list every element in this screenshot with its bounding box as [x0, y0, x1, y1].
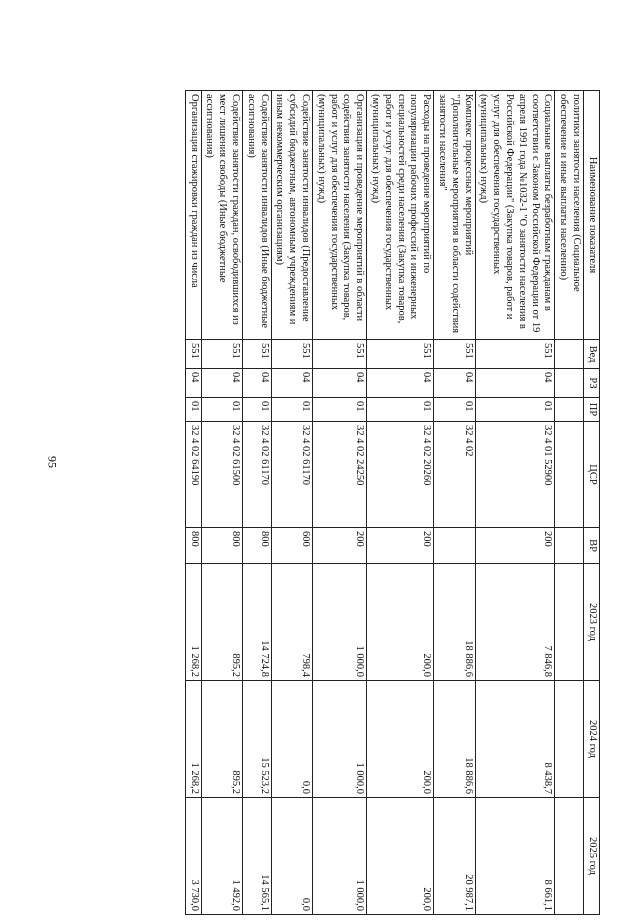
cell-2023: 895,2	[201, 564, 242, 681]
cell-2023	[555, 564, 584, 681]
cell-rz: 04	[475, 369, 555, 398]
table-row	[313, 91, 367, 915]
table-row	[475, 91, 555, 915]
header-row	[584, 91, 600, 915]
cell-name: Комплекс процессных мероприятий "Дополнительные мероприятия в области содействия занятости населения"	[434, 91, 475, 340]
cell-pr: 01	[313, 398, 367, 422]
cell-name: Организация и проведение мероприятий в области содействия занятости населения (Закупка товаров, работ и услуг для обеспечения государственных (муниципальных) нужд)	[313, 91, 367, 340]
cell-ved: 551	[271, 340, 312, 369]
cell-pr: 01	[201, 398, 242, 422]
cell-2025: 14 565,1	[243, 798, 272, 915]
cell-name: Организация стажировки граждан из числа	[185, 91, 201, 340]
cell-2025: 3 730,0	[185, 798, 201, 915]
cell-pr: 01	[185, 398, 201, 422]
cell-name: Социальные выплаты безработным гражданам в соответствии с Законом Российской Федерации от 19 апреля 1991 года №1032-1 "О занятости населения в Российской Федерации" (Закупка товаров, работ и услуг для обеспечения государственных (муниципальных) нужд)	[475, 91, 555, 340]
table-row	[201, 91, 242, 915]
cell-2025: 0,0	[271, 798, 312, 915]
cell-csr: 32 4 02 61170	[243, 422, 272, 528]
cell-2023: 7 846,8	[475, 564, 555, 681]
table-row	[243, 91, 272, 915]
table-row	[434, 91, 475, 915]
cell-csr: 32 4 02 61500	[201, 422, 242, 528]
cell-csr: 32 4 02 61170	[271, 422, 312, 528]
cell-2024: 0,0	[271, 681, 312, 798]
cell-pr	[555, 398, 584, 422]
cell-2023: 1 268,2	[185, 564, 201, 681]
cell-2025: 200,0	[367, 798, 434, 915]
cell-ved: 551	[313, 340, 367, 369]
cell-2024: 200,0	[367, 681, 434, 798]
header-2025: 2025 год	[584, 798, 600, 915]
cell-vr: 800	[243, 528, 272, 564]
cell-ved: 551	[367, 340, 434, 369]
header-ved: Вед	[584, 340, 600, 369]
table-row	[271, 91, 312, 915]
cell-ved: 551	[434, 340, 475, 369]
cell-ved: 551	[475, 340, 555, 369]
cell-ved: 551	[243, 340, 272, 369]
header-2024: 2024 год	[584, 681, 600, 798]
cell-vr: 600	[271, 528, 312, 564]
cell-ved: 551	[201, 340, 242, 369]
cell-vr: 200	[313, 528, 367, 564]
cell-vr: 200	[367, 528, 434, 564]
cell-csr: 32 4 02	[434, 422, 475, 528]
cell-rz: 04	[185, 369, 201, 398]
cell-name: Содействие занятости инвалидов (Иные бюджетные ассигнования)	[243, 91, 272, 340]
cell-pr: 01	[434, 398, 475, 422]
cell-2024: 1 000,0	[313, 681, 367, 798]
cell-pr: 01	[243, 398, 272, 422]
cell-csr: 32 4 01 52900	[475, 422, 555, 528]
cell-rz: 04	[313, 369, 367, 398]
cell-rz: 04	[201, 369, 242, 398]
cell-rz	[555, 369, 584, 398]
cell-vr: 800	[201, 528, 242, 564]
cell-2024: 18 886,6	[434, 681, 475, 798]
cell-2023: 18 886,6	[434, 564, 475, 681]
cell-2025	[555, 798, 584, 915]
cell-vr	[434, 528, 475, 564]
cell-2024: 8 438,7	[475, 681, 555, 798]
cell-rz: 04	[271, 369, 312, 398]
cell-2023: 14 724,8	[243, 564, 272, 681]
cell-2025: 20 987,1	[434, 798, 475, 915]
header-2023: 2023 год	[584, 564, 600, 681]
cell-rz: 04	[243, 369, 272, 398]
table-row	[185, 91, 201, 915]
cell-name: Содействие занятости инвалидов (Предоставление субсидий бюджетным, автономным учреждениям и иным некоммерческим организациям)	[271, 91, 312, 340]
cell-2023: 200,0	[367, 564, 434, 681]
cell-name: Расходы на проведение мероприятий по популяризации рабочих профессий и инженерных специальностей среди населения (Закупка товаров, работ и услуг для обеспечения государственных (муниципальных) нужд)	[367, 91, 434, 340]
header-name: Наименование показателя	[584, 91, 600, 340]
cell-vr: 800	[185, 528, 201, 564]
cell-csr: 32 4 02 24250	[313, 422, 367, 528]
cell-csr: 32 4 02 64190	[185, 422, 201, 528]
cell-csr	[555, 422, 584, 528]
header-pr: ПР	[584, 398, 600, 422]
cell-2024	[555, 681, 584, 798]
header-rz: РЗ	[584, 369, 600, 398]
rotated-table-container	[100, 90, 600, 914]
cell-vr: 200	[475, 528, 555, 564]
cell-rz: 04	[367, 369, 434, 398]
header-vr: ВР	[584, 528, 600, 564]
cell-2025: 1 000,0	[313, 798, 367, 915]
cell-2024: 1 268,2	[185, 681, 201, 798]
cell-vr	[555, 528, 584, 564]
cell-rz: 04	[434, 369, 475, 398]
cell-csr: 32 4 02 20260	[367, 422, 434, 528]
page-number: 95	[45, 456, 60, 468]
cell-pr: 01	[271, 398, 312, 422]
cell-2024: 895,2	[201, 681, 242, 798]
cell-pr: 01	[367, 398, 434, 422]
cell-name: политики занятости населения (Социальное обеспечение и иные выплаты населению)	[555, 91, 584, 340]
cell-2024: 15 523,2	[243, 681, 272, 798]
table-row	[367, 91, 434, 915]
cell-2025: 1 492,0	[201, 798, 242, 915]
cell-2023: 798,4	[271, 564, 312, 681]
cell-name: Содействие занятости граждан, освободившихся из мест лишения свободы (Иные бюджетные ассигнования)	[201, 91, 242, 340]
cell-pr: 01	[475, 398, 555, 422]
header-csr: ЦСР	[584, 422, 600, 528]
cell-ved	[555, 340, 584, 369]
cell-ved: 551	[185, 340, 201, 369]
cell-2023: 1 000,0	[313, 564, 367, 681]
budget-table	[185, 90, 600, 915]
table-row	[555, 91, 584, 915]
cell-2025: 8 661,1	[475, 798, 555, 915]
